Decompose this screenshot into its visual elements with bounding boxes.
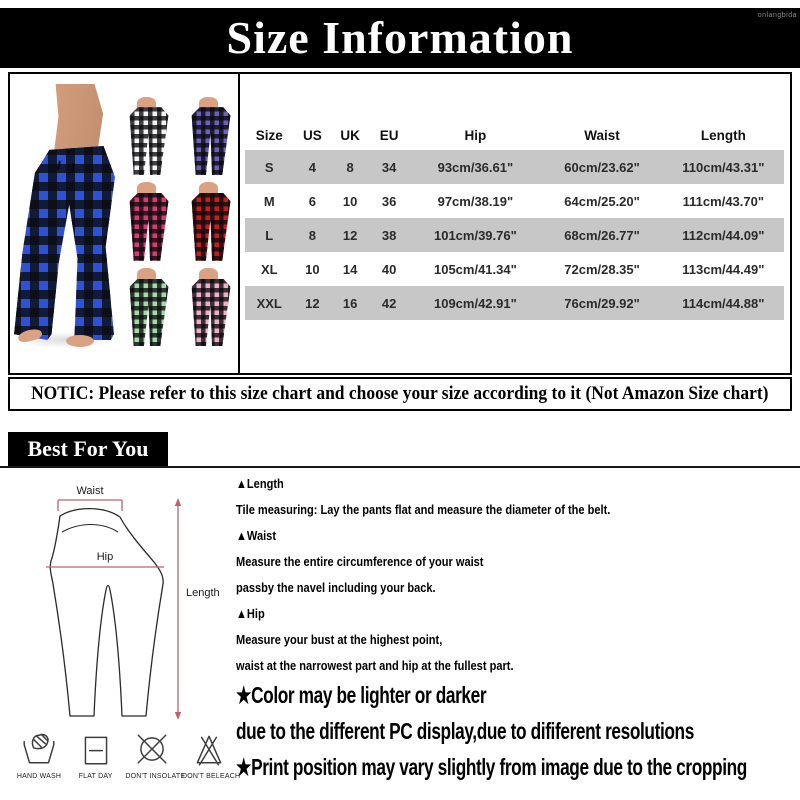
size-table-cell: 76cm/29.92" xyxy=(564,295,640,311)
variant-thumbnail-red xyxy=(180,182,238,263)
size-table-header-cell: US xyxy=(302,127,322,143)
size-table-row xyxy=(245,218,784,252)
guide-heading-length: ▲Length xyxy=(236,476,284,491)
size-table-cell: 34 xyxy=(381,159,397,175)
size-table-cell: 93cm/36.61" xyxy=(437,159,514,175)
guide-line: passby the navel including your back. xyxy=(236,580,436,595)
notice-text: NOTIC: Please refer to this size chart and choose your size according to it (Not Amazon Size chart) xyxy=(31,383,769,404)
guide-line: waist at the narrowest part and hip at the fullest part. xyxy=(236,658,514,673)
size-table-cell: 36 xyxy=(381,193,397,209)
disclaimer-line: ★Print position may vary slightly from image due to the cropping xyxy=(236,754,747,780)
hip-label: Hip xyxy=(96,551,114,563)
size-table-cell: L xyxy=(265,227,274,243)
size-table-cell: 10 xyxy=(342,193,358,209)
size-table-cell: S xyxy=(264,159,274,175)
size-table-cell: 113cm/44.49" xyxy=(682,261,765,277)
care-item-dont-bleach xyxy=(181,730,241,780)
main-box xyxy=(8,72,792,375)
section-divider xyxy=(0,466,800,468)
size-table-cell: 12 xyxy=(342,227,358,243)
variant-thumbnail-green xyxy=(118,267,176,348)
variant-thumbnail-light-pink xyxy=(180,267,238,348)
measurement-diagram xyxy=(8,470,232,732)
guide-heading-hip: ▲Hip xyxy=(236,606,265,621)
size-table-cell: 4 xyxy=(308,159,316,175)
size-table-cell: 10 xyxy=(305,261,320,277)
size-table-cell: 14 xyxy=(342,261,358,277)
thumb-pants xyxy=(183,107,234,175)
size-table-row xyxy=(245,184,784,218)
size-table-cell: 6 xyxy=(308,193,316,209)
size-table-header-cell: Length xyxy=(700,127,746,143)
best-for-you-label: Best For You xyxy=(27,436,149,461)
size-table-cell: 105cm/41.34" xyxy=(433,261,517,277)
care-item-flat-dry xyxy=(69,730,123,780)
size-table-header-cell: Size xyxy=(255,127,283,143)
size-table-cell: XXL xyxy=(256,295,282,311)
care-item-dont-insolate xyxy=(125,730,186,780)
size-table-panel xyxy=(240,74,790,373)
size-table-row xyxy=(245,150,784,184)
size-table-cell: 112cm/44.09" xyxy=(682,227,765,243)
size-table-row xyxy=(245,286,784,320)
disclaimers xyxy=(236,680,796,788)
size-table-header-cell: Waist xyxy=(584,127,620,143)
size-table-cell: 68cm/26.77" xyxy=(564,227,640,243)
size-table-cell: 40 xyxy=(381,261,397,277)
dont-insolate-icon xyxy=(133,730,171,768)
length-label: Length xyxy=(186,587,220,599)
size-table xyxy=(245,120,784,320)
guide-line: Measure the entire circumference of your waist xyxy=(236,554,484,569)
page-title: Size Information xyxy=(226,12,574,63)
size-table-cell: 42 xyxy=(381,295,397,311)
care-label: HAND WASH xyxy=(16,773,62,780)
variant-thumbnail-black-white xyxy=(118,96,176,177)
care-label: FLAT DAY xyxy=(78,773,113,780)
thumb-pants xyxy=(121,279,172,347)
size-table-row xyxy=(245,252,784,286)
variant-thumbnail-purple xyxy=(180,96,238,177)
size-table-cell: 114cm/44.88" xyxy=(682,295,765,311)
waist-label: Waist xyxy=(76,485,104,497)
size-table-cell: M xyxy=(263,193,275,209)
plaid-pants-main xyxy=(12,146,116,340)
model-foot xyxy=(66,335,94,347)
watermark: onlangbida xyxy=(757,12,797,19)
size-table-cell: 109cm/42.91" xyxy=(433,295,517,311)
size-table-cell: 60cm/23.62" xyxy=(564,159,640,175)
best-for-you-badge xyxy=(8,432,168,466)
size-table-cell: 111cm/43.70" xyxy=(682,193,765,209)
size-table-header-cell: EU xyxy=(379,127,399,143)
thumb-pants xyxy=(121,193,172,261)
care-item-hand-wash xyxy=(12,730,66,780)
thumb-pants xyxy=(183,193,234,261)
care-label: DON'T INSOLATE xyxy=(125,773,186,780)
flat-dry-icon xyxy=(77,730,115,768)
guide-heading-waist: ▲Waist xyxy=(236,528,277,543)
size-table-cell: 12 xyxy=(305,295,320,311)
dont-bleach-icon xyxy=(190,730,228,768)
size-table-cell: 16 xyxy=(342,295,358,311)
care-icons xyxy=(12,730,241,780)
guide-line: Measure your bust at the highest point, xyxy=(236,632,443,647)
thumb-pants xyxy=(183,279,234,347)
care-label: DON'T BELEACH xyxy=(181,773,241,780)
product-collage xyxy=(10,74,240,373)
disclaimer-line: due to the different PC display,due to dififerent resolutions xyxy=(236,718,694,744)
size-table-cell: 8 xyxy=(308,227,316,243)
measure-guide xyxy=(236,476,796,684)
size-table-cell: 8 xyxy=(346,159,354,175)
size-table-cell: XL xyxy=(260,261,278,277)
size-table-header-cell: Hip xyxy=(464,127,487,143)
main-product-photo xyxy=(10,78,118,378)
variant-thumbnail-pink-red xyxy=(118,182,176,263)
disclaimer-line: ★Color may be lighter or darker xyxy=(236,682,487,708)
size-table-cell: 64cm/25.20" xyxy=(564,193,640,209)
guide-line: Tile measuring: Lay the pants flat and measure the diameter of the belt. xyxy=(236,502,611,517)
thumb-pants xyxy=(121,107,172,175)
size-table-header-cell: UK xyxy=(340,127,360,143)
variant-thumbnails xyxy=(118,96,238,348)
size-table-cell: 97cm/38.19" xyxy=(437,193,514,209)
pants-outline-drawing xyxy=(8,470,232,732)
hand-wash-icon xyxy=(20,730,58,768)
size-table-cell: 101cm/39.76" xyxy=(433,227,517,243)
notice-box xyxy=(8,377,792,411)
pants-outline xyxy=(50,509,163,716)
size-table-cell: 72cm/28.35" xyxy=(564,261,640,277)
size-table-cell: 110cm/43.31" xyxy=(682,159,765,175)
size-table-cell: 38 xyxy=(381,227,397,243)
size-table-header-row xyxy=(245,120,784,150)
